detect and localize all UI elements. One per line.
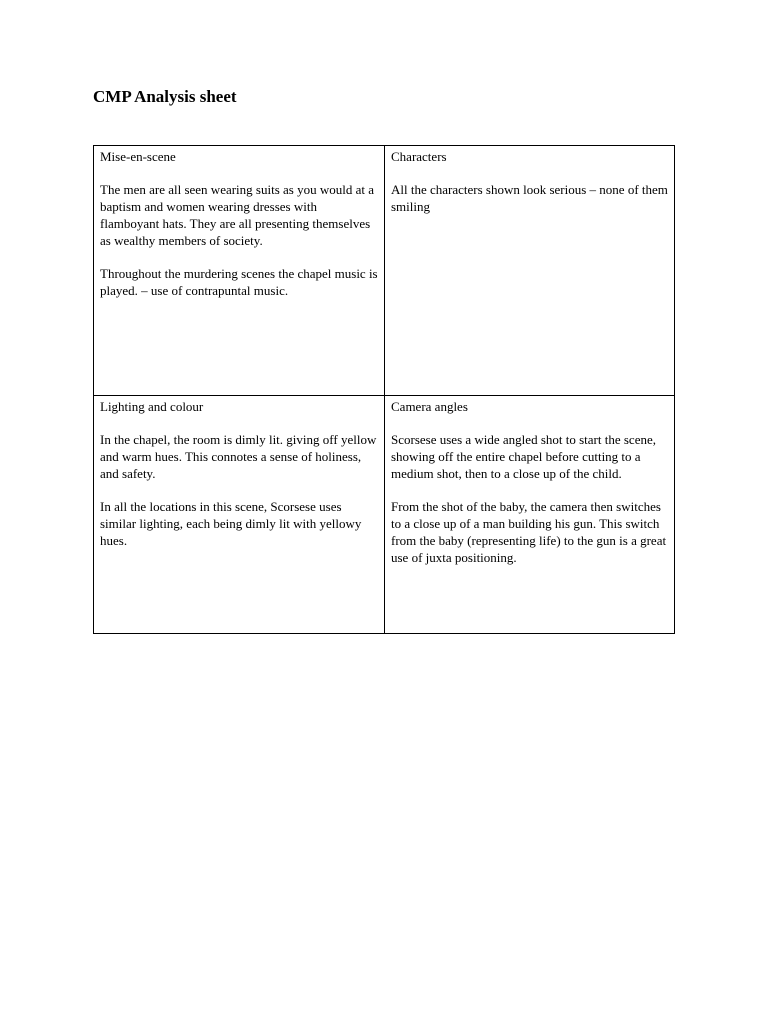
cell-paragraph: From the shot of the baby, the camera then switches to a close up of a man building his gun. This switch from the baby (representing life) to the gun is a great use of juxta positioning. (391, 499, 667, 565)
cell-paragraph: Scorsese uses a wide angled shot to start the scene, showing off the entire chapel before cutting to a medium shot, then to a close up of the child. (391, 432, 656, 481)
cell-heading: Lighting and colour (100, 399, 204, 414)
camera-angles-cell (385, 396, 675, 633)
document-title: CMP Analysis sheet (93, 87, 237, 106)
mise-en-scene-cell (94, 146, 385, 396)
cell-paragraph: Throughout the murdering scenes the chapel music is played. – use of contrapuntal music. (100, 266, 378, 298)
cell-paragraph: The men are all seen wearing suits as you would at a baptism and women wearing dresses with flamboyant hats. They are all presenting themselves as wealthy members of society. (100, 182, 374, 248)
cell-paragraph: In all the locations in this scene, Scorsese uses similar lighting, each being dimly lit with yellowy hues. (100, 499, 362, 548)
analysis-table (93, 145, 675, 634)
characters-cell (385, 146, 675, 396)
cell-heading: Characters (391, 149, 447, 164)
cell-heading: Mise-en-scene (100, 149, 176, 164)
lighting-and-colour-cell (94, 396, 385, 633)
cell-paragraph: In the chapel, the room is dimly lit. giving off yellow and warm hues. This connotes a sense of holiness, and safety. (100, 432, 377, 481)
cell-heading: Camera angles (391, 399, 468, 414)
cell-paragraph: All the characters shown look serious – none of them smiling (391, 182, 668, 214)
